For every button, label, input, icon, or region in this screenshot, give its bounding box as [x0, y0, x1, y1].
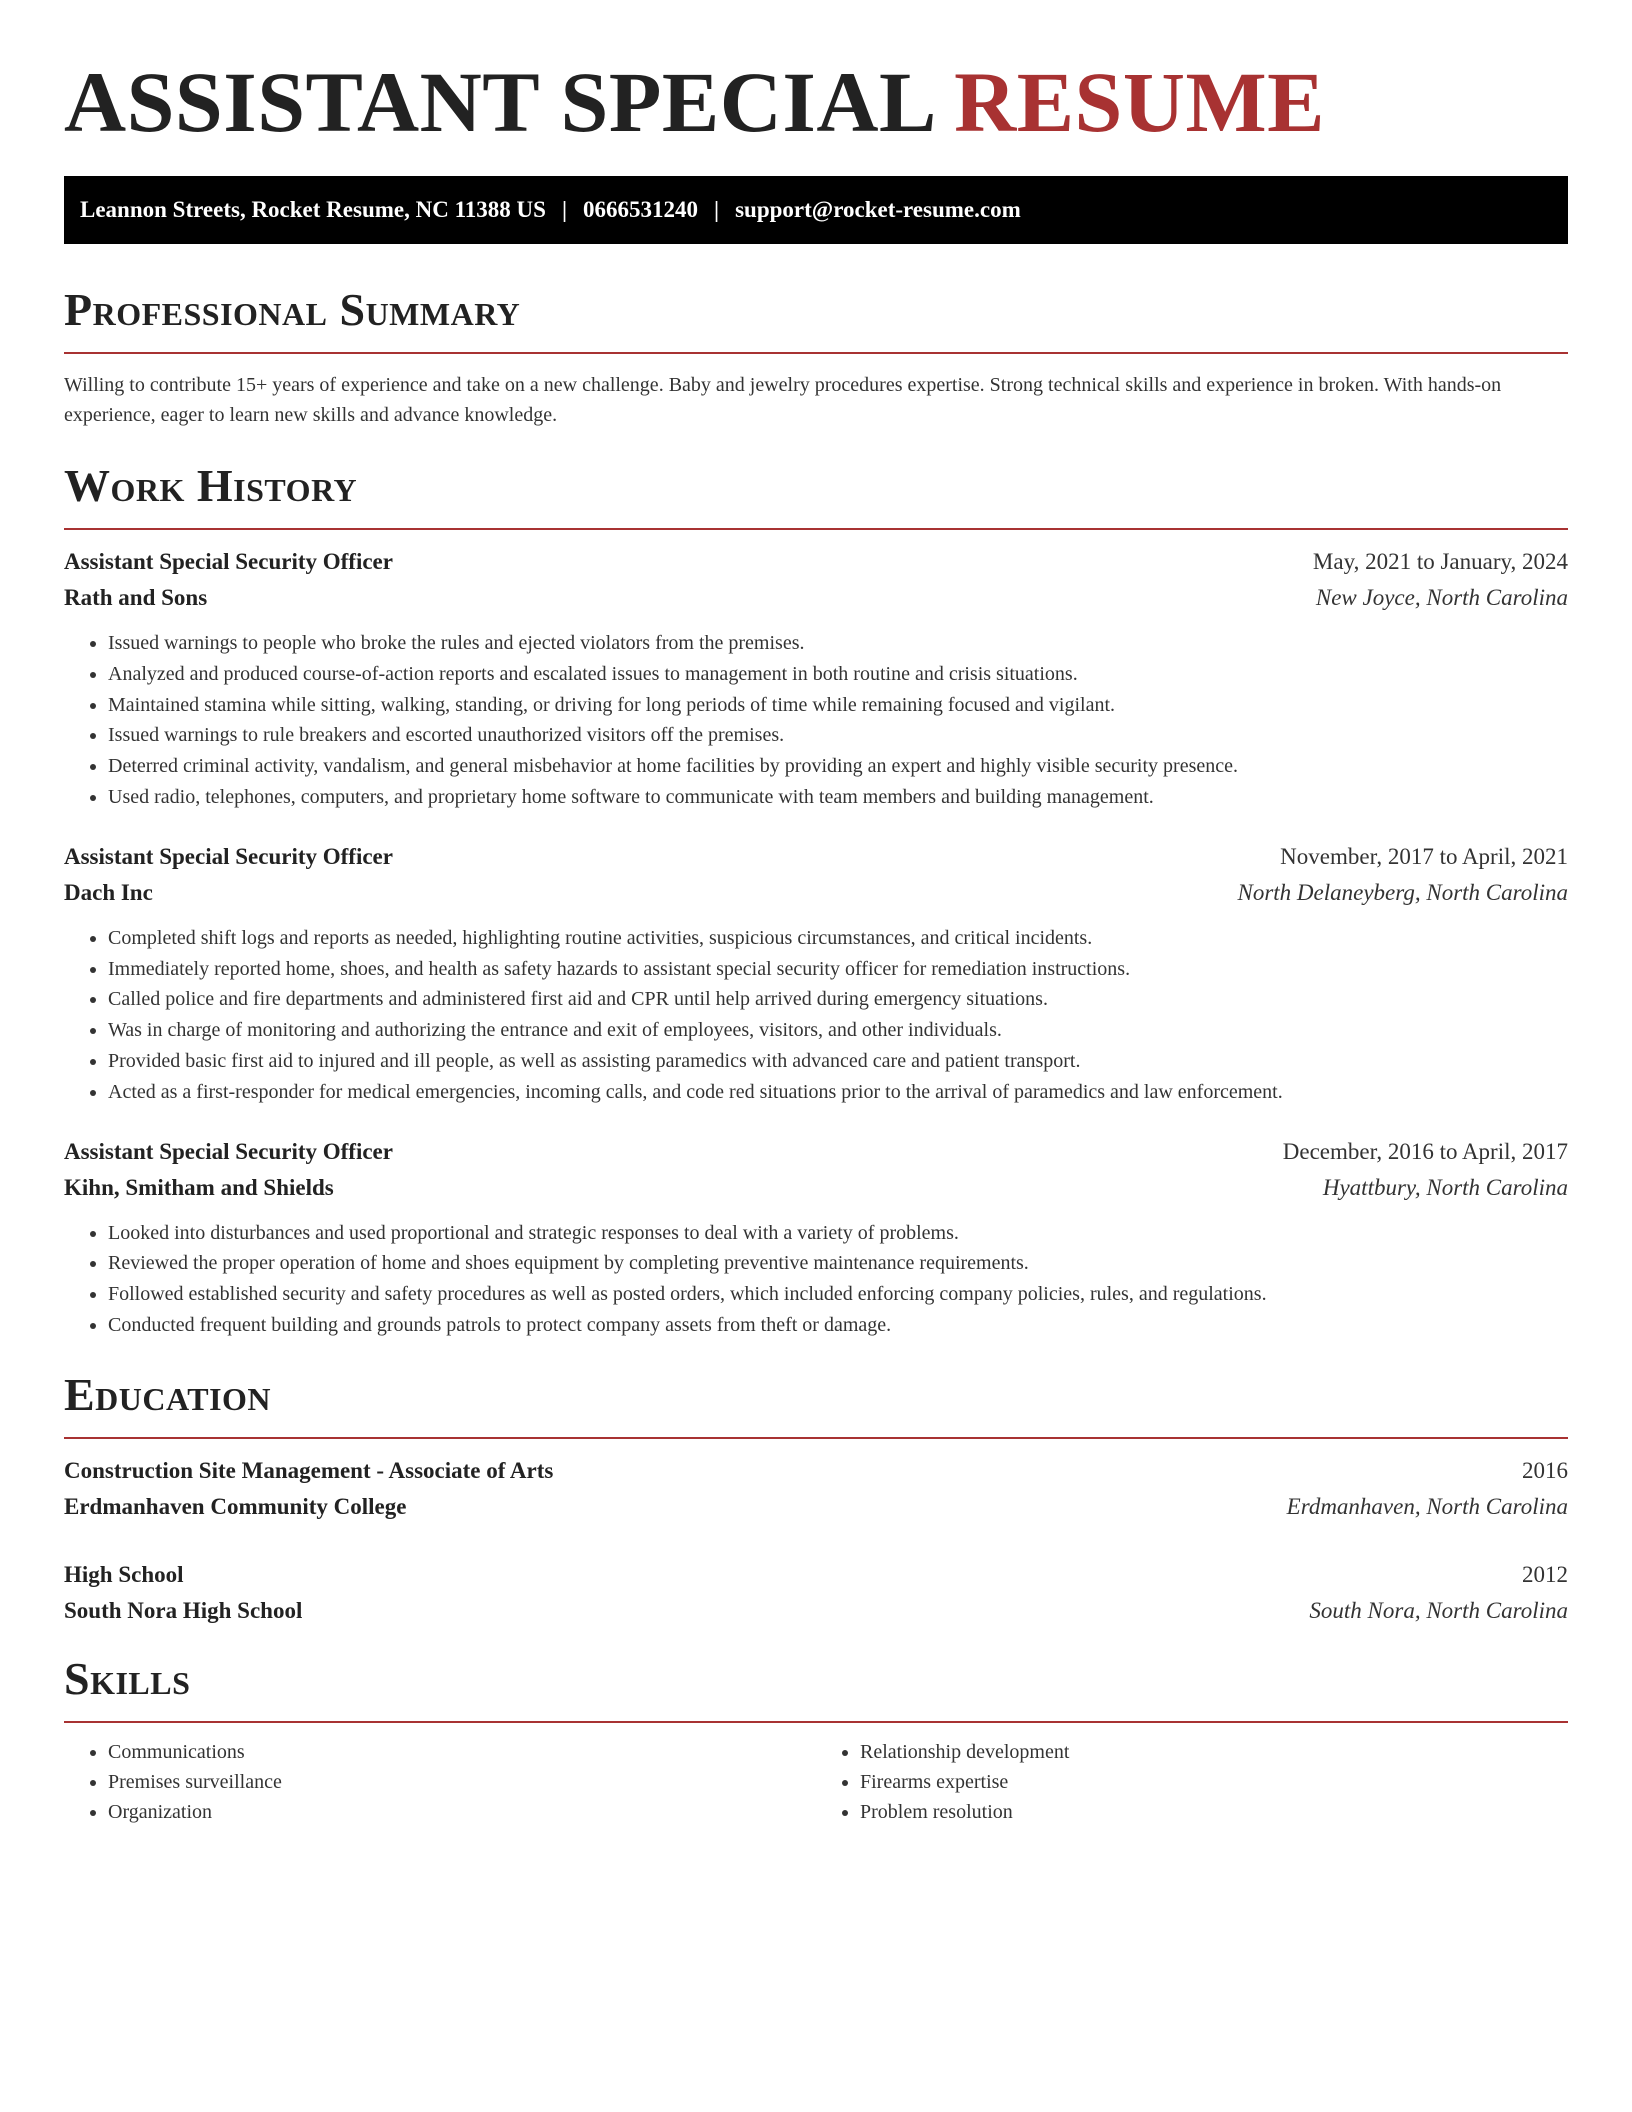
job-bullet: • Used radio, telephones, computers, and proprietary home software to communicate with team members and building management.: [108, 782, 1568, 813]
contact-bar: [64, 176, 1568, 244]
section-heading-education: Education: [64, 1368, 272, 1420]
job-dates: November, 2017 to April, 2021: [1280, 843, 1568, 869]
job-header-row: [64, 839, 1568, 875]
job-bullet: • Completed shift logs and reports as needed, highlighting routine activities, suspicious circumstances, and critical incidents.: [108, 923, 1568, 954]
resume-title: [64, 52, 1568, 152]
job-bullets: [64, 628, 1568, 813]
job-bullet: • Issued warnings to rule breakers and escorted unauthorized visitors off the premises.: [108, 720, 1568, 751]
job-entry: [64, 839, 1568, 1108]
job-entry: [64, 544, 1568, 813]
contact-separator: |: [714, 197, 720, 222]
skills-columns: [64, 1737, 1568, 1827]
job-title: Assistant Special Security Officer: [64, 843, 393, 869]
job-dates: December, 2016 to April, 2017: [1282, 1138, 1568, 1164]
section-divider: [64, 1721, 1568, 1723]
job-location: North Delaneyberg, North Carolina: [1237, 879, 1568, 905]
job-bullet: • Issued warnings to people who broke the rules and ejected violators from the premises.: [108, 628, 1568, 659]
skill-item: • Firearms expertise: [860, 1767, 1568, 1797]
job-bullet: • Provided basic first aid to injured and ill people, as well as assisting paramedics with advanced care and patient transport.: [108, 1046, 1568, 1077]
title-main: ASSISTANT SPECIAL: [64, 54, 933, 150]
skills-list-left: [64, 1737, 816, 1827]
job-bullets: [64, 1218, 1568, 1341]
job-company-row: [64, 1170, 1568, 1206]
job-bullet: • Called police and fire departments and administered first aid and CPR until help arrived during emergency situations.: [108, 984, 1568, 1015]
job-dates: May, 2021 to January, 2024: [1312, 549, 1568, 574]
education-year: 2016: [1522, 1457, 1568, 1483]
contact-phone: 0666531240: [583, 197, 699, 222]
contact-email: support@rocket-resume.com: [735, 197, 1021, 222]
education-entry: [64, 1557, 1568, 1629]
job-bullet: • Immediately reported home, shoes, and health as safety hazards to assistant special security officer for remediation instructions.: [108, 954, 1568, 985]
job-bullet: • Followed established security and safety procedures as well as posted orders, which included enforcing company policies, rules, and regulations.: [108, 1279, 1568, 1310]
job-company: Kihn, Smitham and Shields: [64, 1174, 334, 1200]
education-degree: Construction Site Management - Associate of Arts: [64, 1457, 554, 1483]
education-section: [64, 1369, 1568, 1629]
job-bullet: • Analyzed and produced course-of-action reports and escalated issues to management in both routine and crisis situations.: [108, 659, 1568, 690]
section-divider: [64, 1437, 1568, 1439]
job-company-row: [64, 580, 1568, 616]
skills-list-right: [816, 1737, 1568, 1827]
job-bullet: • Acted as a first-responder for medical emergencies, incoming calls, and code red situations prior to the arrival of paramedics and law enforcement.: [108, 1077, 1568, 1108]
skill-item: • Problem resolution: [860, 1797, 1568, 1827]
job-bullet: • Reviewed the proper operation of home and shoes equipment by completing preventive maintenance requirements.: [108, 1248, 1568, 1279]
job-bullet: • Deterred criminal activity, vandalism, and general misbehavior at home facilities by providing an expert and highly visible security presence.: [108, 751, 1568, 782]
job-location: Hyattbury, North Carolina: [1322, 1174, 1568, 1200]
education-degree: High School: [64, 1561, 184, 1587]
education-degree-row: [64, 1453, 1568, 1489]
contact-address: Leannon Streets, Rocket Resume, NC 11388 US: [80, 197, 546, 222]
education-school: Erdmanhaven Community College: [64, 1493, 407, 1519]
job-company-row: [64, 875, 1568, 911]
skill-item: • Relationship development: [860, 1737, 1568, 1767]
job-title: Assistant Special Security Officer: [64, 1138, 393, 1164]
skill-item: • Communications: [108, 1737, 816, 1767]
education-degree-row: [64, 1557, 1568, 1593]
education-location: Erdmanhaven, North Carolina: [1286, 1493, 1568, 1519]
title-accent: RESUME: [954, 54, 1326, 150]
job-bullet: • Conducted frequent building and grounds patrols to protect company assets from theft or damage.: [108, 1310, 1568, 1341]
education-school-row: [64, 1593, 1568, 1629]
section-heading-work: Work History: [64, 460, 358, 511]
job-bullets: [64, 923, 1568, 1108]
job-title: Assistant Special Security Officer: [64, 549, 393, 574]
section-heading-skills: Skills: [64, 1652, 191, 1704]
summary-section: [64, 284, 1568, 430]
job-company: Rath and Sons: [64, 585, 208, 610]
section-heading-summary: Professional Summary: [64, 284, 521, 335]
job-company: Dach Inc: [64, 879, 153, 905]
contact-separator: |: [561, 197, 568, 222]
education-school: South Nora High School: [64, 1597, 303, 1623]
job-header-row: [64, 544, 1568, 580]
skills-section: [64, 1653, 1568, 1827]
section-divider: [64, 352, 1568, 354]
skill-item: • Organization: [108, 1797, 816, 1827]
education-location: South Nora, North Carolina: [1309, 1597, 1568, 1623]
education-entry: [64, 1453, 1568, 1525]
education-school-row: [64, 1489, 1568, 1525]
job-header-row: [64, 1134, 1568, 1170]
section-divider: [64, 528, 1568, 530]
job-bullet: • Maintained stamina while sitting, walking, standing, or driving for long periods of time while remaining focused and vigilant.: [108, 690, 1568, 721]
skill-item: • Premises surveillance: [108, 1767, 816, 1797]
summary-text: Willing to contribute 15+ years of experience and take on a new challenge. Baby and jewelry procedures expertise. Strong technical skills and experience in broken. With hands-on experience, eager to learn new skills and advance knowledge.: [64, 374, 1502, 426]
job-bullet: • Looked into disturbances and used proportional and strategic responses to deal with a variety of problems.: [108, 1218, 1568, 1249]
education-year: 2012: [1522, 1561, 1568, 1587]
work-history-section: [64, 460, 1568, 1341]
job-bullet: • Was in charge of monitoring and authorizing the entrance and exit of employees, visitors, and other individuals.: [108, 1015, 1568, 1046]
job-location: New Joyce, North Carolina: [1315, 585, 1568, 610]
job-entry: [64, 1134, 1568, 1341]
